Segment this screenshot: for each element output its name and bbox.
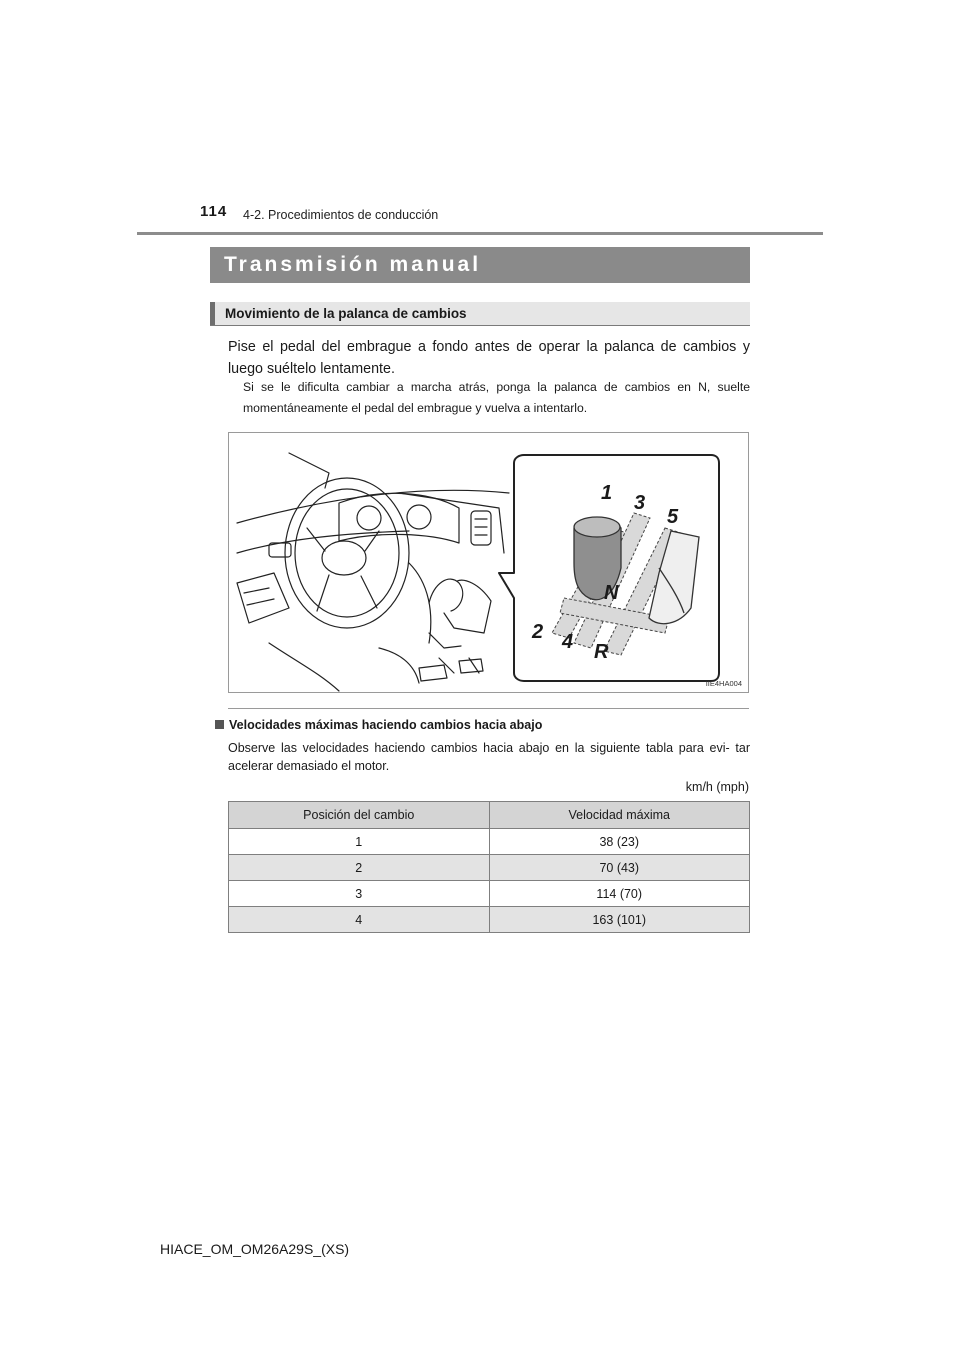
instruction-paragraph: Pise el pedal del embrague a fondo antes de operar la palanca de cambios y luego suéltelo lentamente. xyxy=(228,339,750,377)
column-header: Velocidad máxima xyxy=(489,802,750,829)
subheading-accent xyxy=(210,302,215,325)
table-row xyxy=(229,881,750,907)
speeds-heading xyxy=(215,718,542,732)
square-bullet-icon xyxy=(215,720,224,729)
table-cell: 38 (23) xyxy=(489,829,750,855)
units-label: km/h (mph) xyxy=(685,780,749,794)
gear-label-r: R xyxy=(594,641,609,663)
column-header: Posición del cambio xyxy=(229,802,490,829)
speeds-paragraph: Observe las velocidades haciendo cambios hacia abajo en la siguiente tabla para evi- tar acelerar demasiado el motor. xyxy=(228,741,750,773)
gearshift-illustration xyxy=(228,432,749,693)
gear-label-5: 5 xyxy=(667,506,679,528)
gear-label-3: 3 xyxy=(634,492,646,514)
subheading-text: Movimiento de la palanca de cambios xyxy=(225,306,467,321)
gear-label-1: 1 xyxy=(601,482,613,504)
table-cell: 1 xyxy=(229,829,490,855)
gear-label-n: N xyxy=(604,582,619,604)
table-cell: 114 (70) xyxy=(489,881,750,907)
gear-label-4: 4 xyxy=(562,631,574,653)
speeds-table xyxy=(228,801,750,933)
table-row xyxy=(229,855,750,881)
table-cell: 2 xyxy=(229,855,490,881)
subheading-bar xyxy=(210,302,750,326)
table-cell: 3 xyxy=(229,881,490,907)
chapter-title: 4-2. Procedimientos de conducción xyxy=(243,208,439,222)
table-cell: 163 (101) xyxy=(489,907,750,933)
table-header-row xyxy=(229,802,750,829)
page-number: 114 xyxy=(200,203,228,220)
table-row xyxy=(229,907,750,933)
section-divider xyxy=(228,708,749,709)
table-cell: 70 (43) xyxy=(489,855,750,881)
gear-label-2: 2 xyxy=(532,621,544,643)
gearshift-drawing xyxy=(229,433,749,693)
speeds-heading-text: Velocidades máximas haciendo cambios hacia abajo xyxy=(229,718,543,732)
section-title: Transmisión manual xyxy=(210,247,750,283)
table-row xyxy=(229,829,750,855)
figure-code: IIE4HA004 xyxy=(705,679,742,688)
document-code: HIACE_OM_OM26A29S_(XS) xyxy=(160,1241,350,1257)
header-rule xyxy=(137,232,823,235)
note-paragraph: Si se le dificulta cambiar a marcha atrás, ponga la palanca de cambios en N, suelte momentáneamente el pedal del embrague y vuelva a intentarlo. xyxy=(243,380,750,415)
table-cell: 4 xyxy=(229,907,490,933)
